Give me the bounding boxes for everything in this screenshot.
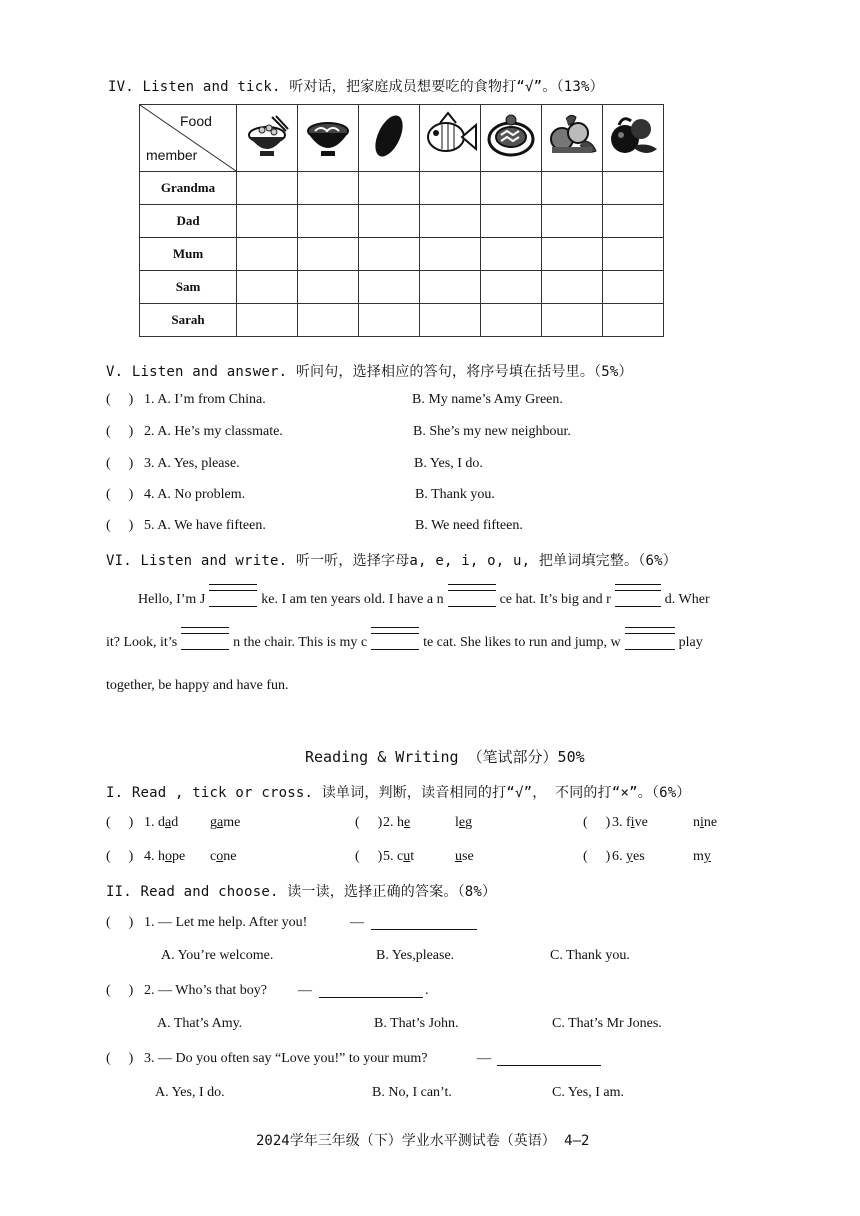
tick-cell[interactable] xyxy=(481,271,542,304)
tick-cell[interactable] xyxy=(420,172,481,205)
q2-3-option-b: B. No, I can’t. xyxy=(372,1085,452,1100)
corner-member-label: member xyxy=(146,147,198,163)
q5-1-option-a: 1. A. I’m from China. xyxy=(144,392,266,407)
part1-item-2-word1: 2. he xyxy=(383,815,411,830)
passage-line-3: together, be happy and have fun. xyxy=(106,678,289,693)
member-dad: Dad xyxy=(140,205,237,238)
reading-writing-title: Reading & Writing （笔试部分）50% xyxy=(305,748,585,766)
q2-3-option-a: A. Yes, I do. xyxy=(155,1085,225,1100)
part1-item-1-word2: game xyxy=(210,815,241,830)
tick-cell[interactable] xyxy=(359,304,420,337)
noodle-bowl-icon xyxy=(298,105,359,172)
q2-3-answer-dash: — xyxy=(477,1051,491,1066)
tick-cell[interactable] xyxy=(603,238,664,271)
letter-blank[interactable] xyxy=(615,602,661,603)
tick-cell[interactable] xyxy=(359,172,420,205)
part1-item-2-word2: leg xyxy=(455,815,473,830)
q5-5-option-b: B. We need fifteen. xyxy=(415,518,523,533)
q2-1-question: 1. — Let me help. After you! xyxy=(144,915,308,930)
tick-cell[interactable] xyxy=(481,205,542,238)
part1-item-6-word2: my xyxy=(693,849,711,864)
q2-2-answer-dash: — xyxy=(298,983,312,998)
letter-blank[interactable] xyxy=(625,645,675,646)
tick-cell[interactable] xyxy=(237,271,298,304)
letter-blank[interactable] xyxy=(371,645,419,646)
tick-cell[interactable] xyxy=(542,304,603,337)
letter-blank[interactable] xyxy=(448,602,496,603)
food-tick-table xyxy=(139,104,664,337)
tick-cell[interactable] xyxy=(603,304,664,337)
tick-cell[interactable] xyxy=(542,271,603,304)
q2-2-answer-line[interactable] xyxy=(319,997,423,998)
part1-item-5-paren[interactable]: ( ) xyxy=(355,849,383,864)
section-5-title: V. Listen and answer. 听问句，选择相应的答句，将序号填在括号里。（5%） xyxy=(106,364,633,380)
q5-3-option-b: B. Yes, I do. xyxy=(414,456,483,471)
vegetables-icon xyxy=(542,105,603,172)
tick-cell[interactable] xyxy=(237,304,298,337)
q2-2-option-a: A. That’s Amy. xyxy=(157,1016,243,1031)
letter-blank[interactable] xyxy=(181,645,229,646)
tick-cell[interactable] xyxy=(542,205,603,238)
tick-cell[interactable] xyxy=(420,304,481,337)
page-footer: 2024学年三年级（下）学业水平测试卷（英语） 4–2 xyxy=(256,1133,590,1149)
meat-plate-icon xyxy=(481,105,542,172)
passage-line-2: it? Look, it’s n the chair. This is my c te cat. She likes to run and jump, w play xyxy=(106,635,703,650)
section-6-title: VI. Listen and write. 听一听，选择字母a, e, i, o, u, 把单词填完整。（6%） xyxy=(106,553,677,569)
q5-2-option-b: B. She’s my new neighbour. xyxy=(413,424,571,439)
q5-3-paren[interactable]: ( ) xyxy=(106,456,134,471)
part1-item-4-word2: cone xyxy=(210,849,237,864)
part1-item-5-word1: 5. cut xyxy=(383,849,415,864)
q5-2-paren[interactable]: ( ) xyxy=(106,424,134,439)
tick-cell[interactable] xyxy=(603,271,664,304)
section-4-title: IV. Listen and tick. 听对话，把家庭成员想要吃的食物打“√”。（13%） xyxy=(108,79,604,95)
part1-item-3-paren[interactable]: ( ) xyxy=(583,815,611,830)
q5-3-option-a: 3. A. Yes, please. xyxy=(144,456,240,471)
fruit-icon xyxy=(603,105,664,172)
q2-2-option-c: C. That’s Mr Jones. xyxy=(552,1016,662,1031)
part1-item-4-paren[interactable]: ( ) xyxy=(106,849,134,864)
tick-cell[interactable] xyxy=(420,238,481,271)
tick-cell[interactable] xyxy=(237,205,298,238)
tick-cell[interactable] xyxy=(603,205,664,238)
q2-3-question: 3. — Do you often say “Love you!” to your mum? xyxy=(144,1051,428,1066)
q5-4-option-b: B. Thank you. xyxy=(415,487,495,502)
tick-cell[interactable] xyxy=(359,271,420,304)
tick-cell[interactable] xyxy=(420,205,481,238)
tick-cell[interactable] xyxy=(481,304,542,337)
q2-1-paren[interactable]: ( ) xyxy=(106,915,134,930)
part1-item-2-paren[interactable]: ( ) xyxy=(355,815,383,830)
table-corner-header xyxy=(140,105,237,172)
fish-icon xyxy=(420,105,481,172)
part1-item-1-word1: 1. dad xyxy=(144,815,179,830)
part-1-title: I. Read , tick or cross. 读单词，判断，读音相同的打“√”， 不同的打“×”。（6%） xyxy=(106,785,691,801)
part1-item-6-paren[interactable]: ( ) xyxy=(583,849,611,864)
q2-2-period: . xyxy=(425,983,429,998)
member-mum: Mum xyxy=(140,238,237,271)
part1-item-3-word2: nine xyxy=(693,815,718,830)
q2-1-option-a: A. You’re welcome. xyxy=(161,948,274,963)
q5-1-option-b: B. My name’s Amy Green. xyxy=(412,392,563,407)
q2-2-option-b: B. That’s John. xyxy=(374,1016,459,1031)
member-sarah: Sarah xyxy=(140,304,237,337)
q5-1-paren[interactable]: ( ) xyxy=(106,392,134,407)
corner-food-label: Food xyxy=(180,113,212,129)
tick-cell[interactable] xyxy=(298,271,359,304)
q5-5-option-a: 5. A. We have fifteen. xyxy=(144,518,266,533)
q5-4-paren[interactable]: ( ) xyxy=(106,487,134,502)
tick-cell[interactable] xyxy=(298,172,359,205)
member-sam: Sam xyxy=(140,271,237,304)
tick-cell[interactable] xyxy=(359,238,420,271)
tick-cell[interactable] xyxy=(298,304,359,337)
tick-cell[interactable] xyxy=(603,172,664,205)
q5-2-option-a: 2. A. He’s my classmate. xyxy=(144,424,283,439)
q2-1-option-b: B. Yes,please. xyxy=(376,948,455,963)
part1-item-1-paren[interactable]: ( ) xyxy=(106,815,134,830)
tick-cell[interactable] xyxy=(481,238,542,271)
tick-cell[interactable] xyxy=(237,238,298,271)
tick-cell[interactable] xyxy=(298,238,359,271)
q2-3-option-c: C. Yes, I am. xyxy=(552,1085,624,1100)
q2-2-question: 2. — Who’s that boy? xyxy=(144,983,268,998)
tick-cell[interactable] xyxy=(237,172,298,205)
q5-5-paren[interactable]: ( ) xyxy=(106,518,134,533)
part1-item-5-word2: use xyxy=(455,849,474,864)
tick-cell[interactable] xyxy=(542,238,603,271)
q2-1-answer-line[interactable] xyxy=(371,929,477,930)
part1-item-3-word1: 3. five xyxy=(612,815,648,830)
rice-bowl-icon xyxy=(237,105,298,172)
letter-blank[interactable] xyxy=(209,602,257,603)
q2-2-paren[interactable]: ( ) xyxy=(106,983,134,998)
bread-icon xyxy=(359,105,420,172)
tick-cell[interactable] xyxy=(542,172,603,205)
tick-cell[interactable] xyxy=(298,205,359,238)
tick-cell[interactable] xyxy=(481,172,542,205)
q5-4-option-a: 4. A. No problem. xyxy=(144,487,246,502)
q2-3-paren[interactable]: ( ) xyxy=(106,1051,134,1066)
part1-item-4-word1: 4. hope xyxy=(144,849,186,864)
passage-line-1: Hello, I’m J ke. I am ten years old. I have a n ce hat. It’s big and r d. Wher xyxy=(138,592,710,607)
part1-item-6-word1: 6. yes xyxy=(612,849,645,864)
q2-1-answer-dash: — xyxy=(350,915,364,930)
tick-cell[interactable] xyxy=(420,271,481,304)
q2-1-option-c: C. Thank you. xyxy=(550,948,630,963)
q2-3-answer-line[interactable] xyxy=(497,1065,601,1066)
tick-cell[interactable] xyxy=(359,205,420,238)
member-grandma: Grandma xyxy=(140,172,237,205)
part-2-title: II. Read and choose. 读一读，选择正确的答案。（8%） xyxy=(106,884,497,900)
